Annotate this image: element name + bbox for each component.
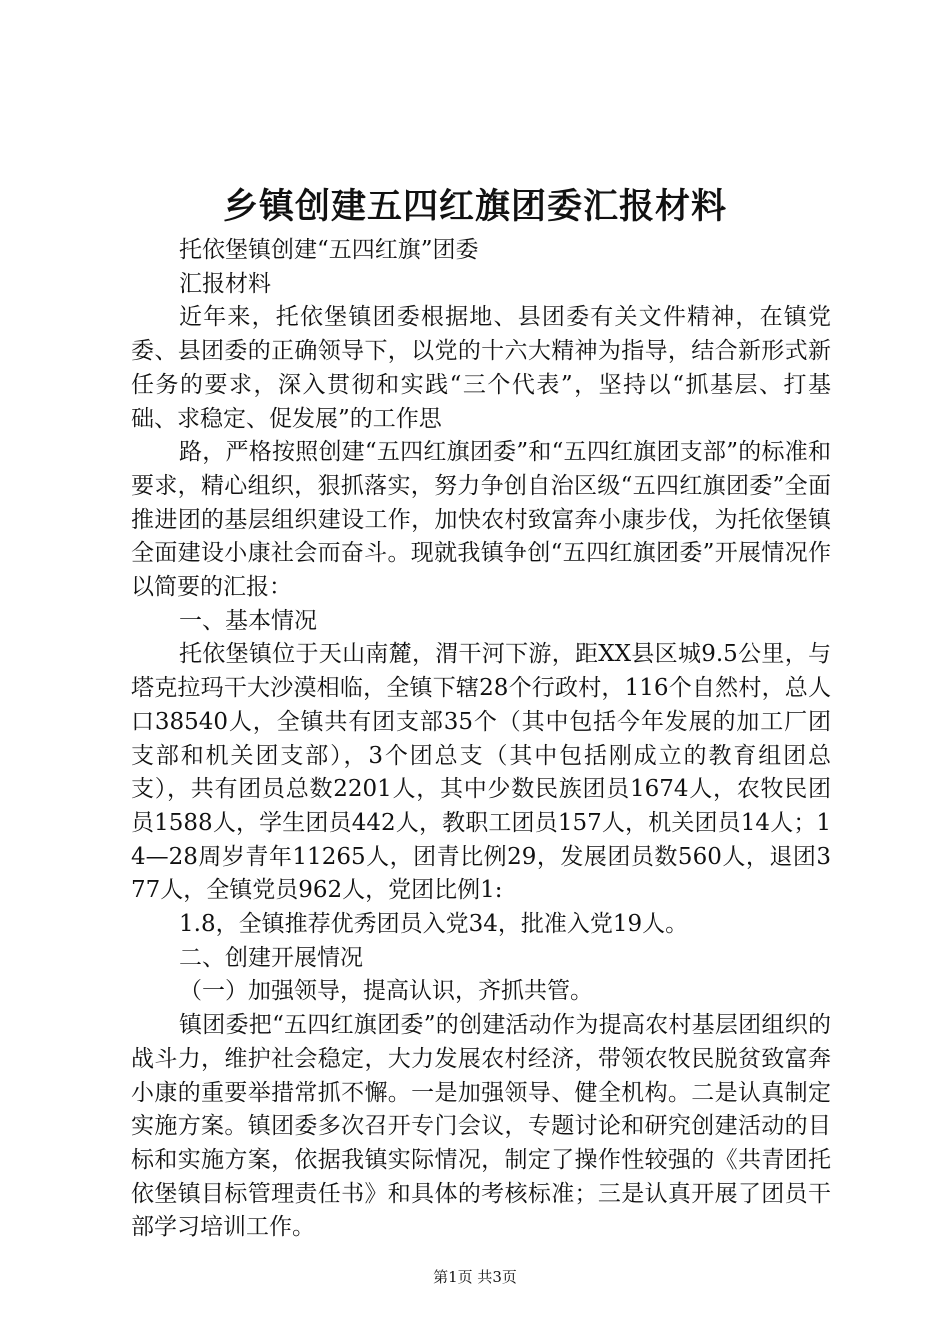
paragraph-basic-situation-continued: 1.8，全镇推荐优秀团员入党34，批准入党19人。 xyxy=(179,911,689,938)
subsection-heading-leadership: （一）加强领导，提高认识，齐抓共管。 xyxy=(179,978,593,1005)
document-title: 乡镇创建五四红旗团委汇报材料 xyxy=(222,186,727,227)
paragraph-intro: 近年来，托依堡镇团委根据地、县团委有关文件精神，在镇党委、县团委的正确领导下，以党的十六大精神为指导，结合新形式新任务的要求，深入贯彻和实践“三个代表”，坚持以“抓基层、打基础、求稳定、促发展”的工作思 xyxy=(131,304,831,432)
paragraph-leadership: 镇团委把“五四红旗团委”的创建活动作为提高农村基层团组织的战斗力，维护社会稳定，大力发展农村经济，带领农牧民脱贫致富奔小康的重要举措常抓不懈。一是加强领导、健全机构。二是认真制定实施方案。镇团委多次召开专门会议，专题讨论和研究创建活动的目标和实施方案，依据我镇实际情况，制定了操作性较强的《共青团托依堡镇目标管理责任书》和具体的考核标准；三是认真开展了团员干部学习培训工作。 xyxy=(131,1012,831,1241)
page-footer: 第1页 共3页 xyxy=(433,1268,517,1286)
paragraph-subtitle-line1: 托依堡镇创建“五四红旗”团委 xyxy=(179,237,479,263)
section-heading-basic-situation: 一、基本情况 xyxy=(179,607,317,634)
paragraph-basic-situation: 托依堡镇位于天山南麓，渭干河下游，距XX县区城9.5公里，与塔克拉玛干大沙漠相临，全镇下辖28个行政村，116个自然村，总人口38540人，全镇共有团支部35个（其中包括今年发展的加工厂团支部和机关团支部），3个团总支（其中包括刚成立的教育组团总支），共有团员总数2201人，其中少数民族团员1674人，农牧民团员1588人，学生团员442人，教职工团员157人，机关团员14人；14—28周岁青年11265人，团青比例29，发展团员数560人，退团377人，全镇党员962人，党团比例1: xyxy=(131,641,831,904)
section-heading-activities: 二、创建开展情况 xyxy=(179,944,363,971)
paragraph-subtitle-line2: 汇报材料 xyxy=(179,270,271,297)
document-body xyxy=(131,234,831,1245)
paragraph-intro-continued: 路，严格按照创建“五四红旗团委”和“五四红旗团支部”的标准和要求，精心组织，狠抓落实，努力争创自治区级“五四红旗团委”全面推进团的基层组织建设工作，加快农村致富奔小康步伐，为托依堡镇全面建设小康社会而奋斗。现就我镇争创“五四红旗团委”开展情况作以简要的汇报： xyxy=(131,439,831,601)
